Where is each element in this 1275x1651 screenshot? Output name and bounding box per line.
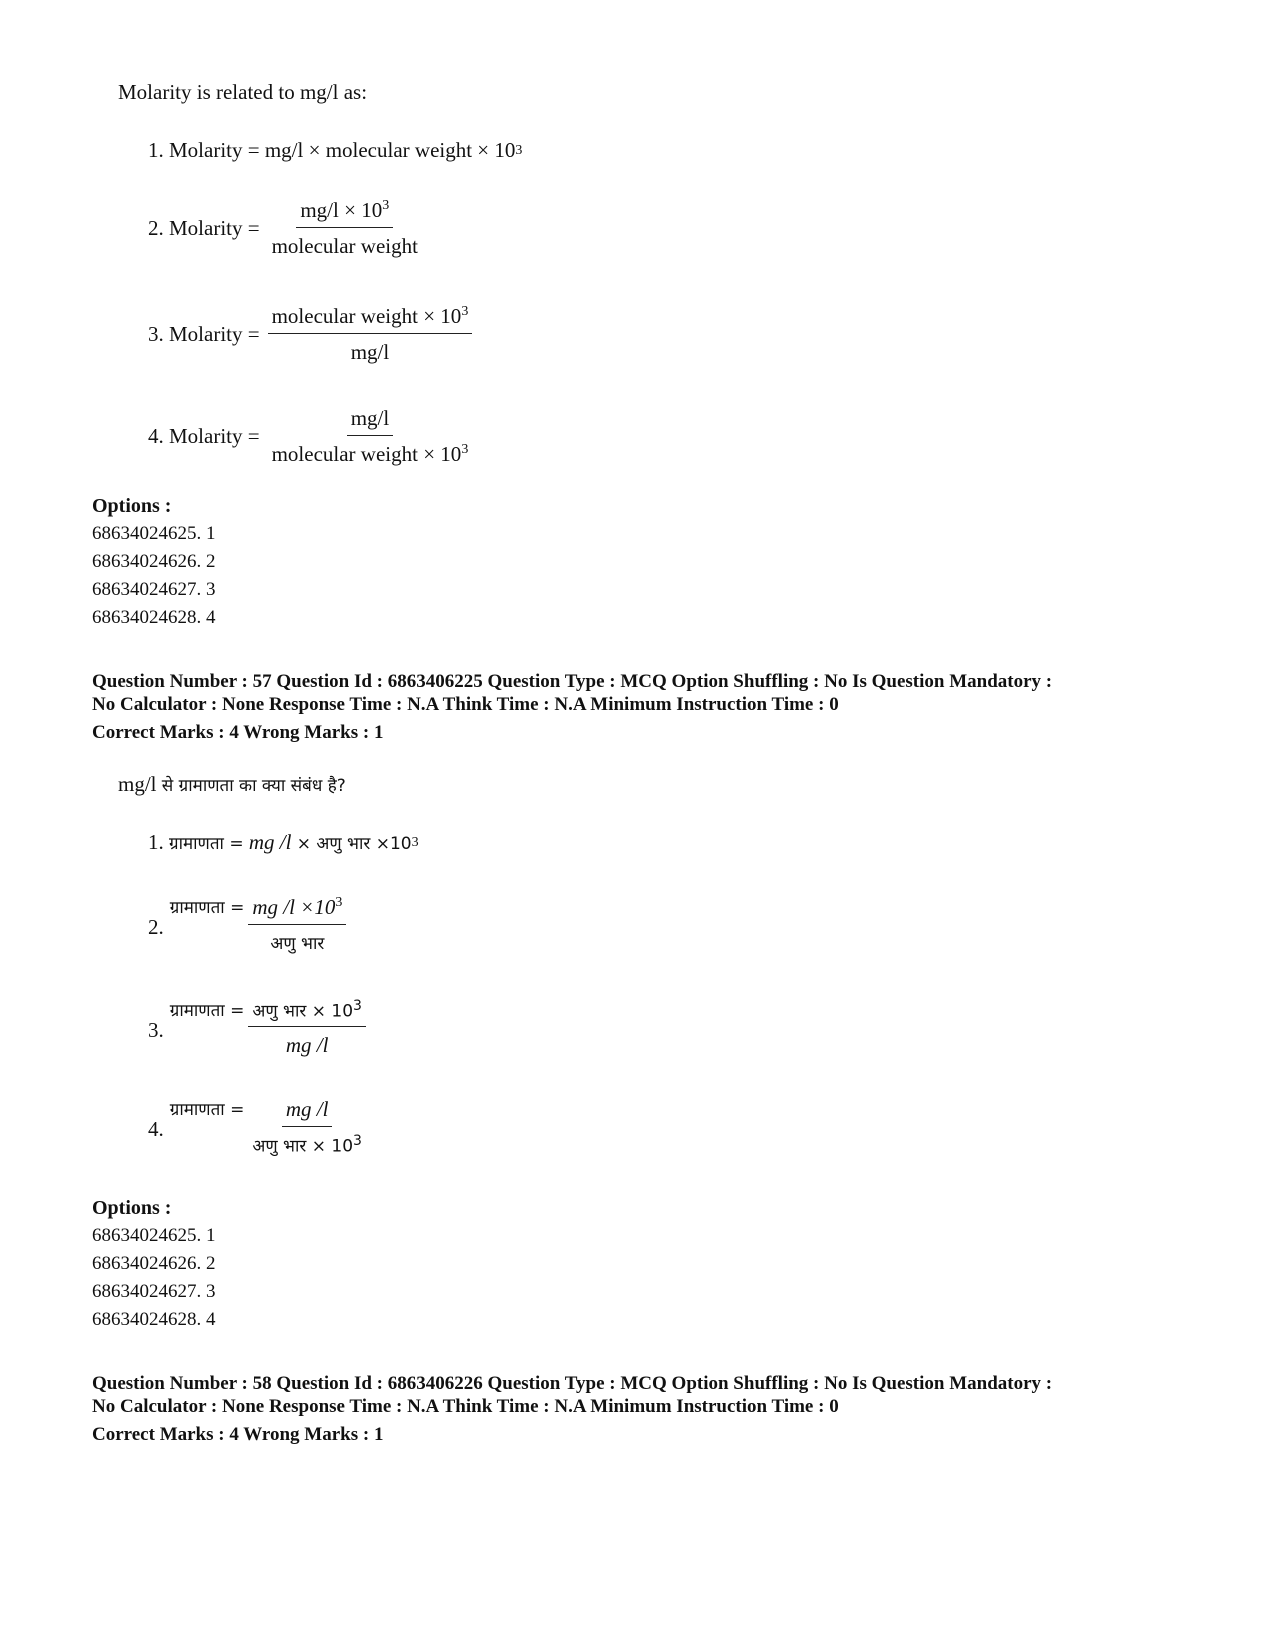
fraction [268, 304, 473, 365]
question-meta-line: Question Number : 58 Question Id : 6863406226 Question Type : MCQ Option Shuffling : No Is Question Mandatory : [92, 1373, 1053, 1394]
choice-lhs: ग्रामाणता = [169, 1100, 245, 1120]
question-marks-line: Correct Marks : 4 Wrong Marks : 1 [92, 722, 384, 743]
option-id-line: 68634024625. 1 [92, 1225, 216, 1246]
exponent: 3 [461, 442, 469, 457]
exponent: 3 [353, 998, 362, 1014]
option-id-line: 68634024626. 2 [92, 1253, 216, 1274]
choice-label: 2. Molarity = [148, 216, 260, 240]
choice-lhs: ग्रामाणता = [169, 834, 244, 854]
option-id-line: 68634024628. 4 [92, 1309, 216, 1330]
option-id-line: 68634024627. 3 [92, 579, 216, 600]
choice-label: 1. Molarity = [148, 138, 260, 162]
choice-4 [148, 1097, 366, 1157]
choice-label: 1. [148, 830, 164, 854]
option-id-line: 68634024626. 2 [92, 551, 216, 572]
exponent: 3 [411, 834, 419, 850]
question-text [118, 772, 346, 797]
question-marks-line: Correct Marks : 4 Wrong Marks : 1 [92, 1424, 384, 1445]
fraction [248, 1097, 366, 1157]
numerator: mg /l ×10 [252, 895, 336, 919]
question-meta-line: Question Number : 57 Question Id : 6863406225 Question Type : MCQ Option Shuffling : No Is Question Mandatory : [92, 671, 1053, 692]
fraction [248, 998, 366, 1058]
choice-lhs: ग्रामाणता = [169, 898, 245, 918]
exponent: 3 [461, 304, 469, 319]
question-mg-text: mg/l [118, 772, 157, 796]
options-label: Options : [92, 1197, 172, 1219]
choice-3 [148, 998, 366, 1058]
exponent: 3 [382, 198, 390, 213]
choice-expression: × अणु भार ×10 [296, 834, 412, 854]
choice-2 [148, 198, 422, 259]
denominator: molecular weight [271, 234, 418, 258]
exponent: 3 [515, 142, 523, 158]
choice-label: 4. [148, 1117, 164, 1141]
choice-1 [148, 830, 419, 855]
choice-3 [148, 304, 472, 365]
choice-2 [148, 895, 346, 954]
choice-label: 4. Molarity = [148, 424, 260, 448]
denominator: अणु भार × 10 [252, 1136, 354, 1157]
denominator: अणु भार [270, 934, 325, 954]
numerator: mg/l × 10 [300, 198, 383, 222]
question-meta-line: No Calculator : None Response Time : N.A Think Time : N.A Minimum Instruction Time : 0 [92, 1396, 839, 1417]
question-text: Molarity is related to mg/l as: [118, 80, 368, 104]
question-hindi-text: से ग्रामाणता का क्या संबंध है? [161, 776, 346, 796]
option-id-line: 68634024628. 4 [92, 607, 216, 628]
fraction [268, 198, 422, 259]
fraction [248, 895, 346, 954]
options-label: Options : [92, 495, 172, 517]
question-meta-line: No Calculator : None Response Time : N.A Think Time : N.A Minimum Instruction Time : 0 [92, 694, 839, 715]
numerator: mg /l [285, 1097, 329, 1121]
exponent: 3 [335, 895, 343, 910]
choice-1 [148, 138, 522, 163]
denominator: molecular weight × 10 [271, 442, 462, 466]
choice-label: 2. [148, 915, 164, 939]
choice-lhs: ग्रामाणता = [169, 1001, 245, 1021]
numerator: mg/l [350, 406, 390, 430]
fraction [268, 406, 473, 467]
numerator: molecular weight × 10 [271, 304, 462, 328]
choice-4 [148, 406, 472, 467]
choice-label: 3. [148, 1018, 164, 1042]
denominator: mg/l [350, 340, 390, 364]
exponent: 3 [353, 1133, 362, 1149]
denominator: mg /l [285, 1032, 329, 1057]
choice-mg: mg /l [248, 830, 292, 854]
choice-expression: mg/l × molecular weight × 10 [264, 138, 516, 162]
numerator: अणु भार × 10 [252, 1001, 354, 1022]
option-id-line: 68634024627. 3 [92, 1281, 216, 1302]
option-id-line: 68634024625. 1 [92, 523, 216, 544]
choice-label: 3. Molarity = [148, 322, 260, 346]
